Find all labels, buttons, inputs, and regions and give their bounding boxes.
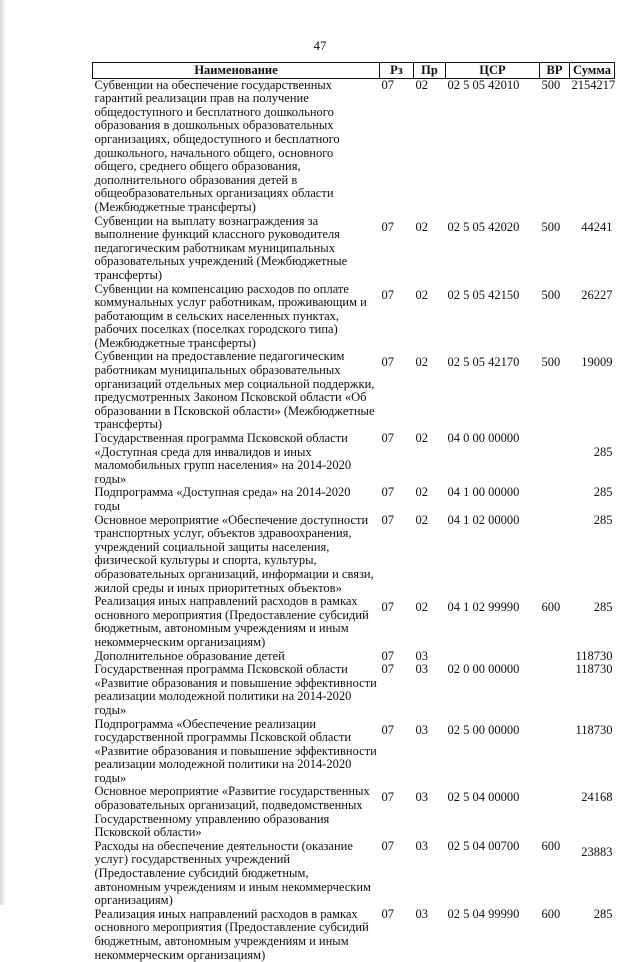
row-vr (540, 663, 570, 717)
table-row (93, 283, 615, 351)
row-csr: 02 5 00 00000 (447, 722, 520, 737)
row-pr: 02 (415, 600, 428, 615)
header-name: Наименование (93, 63, 380, 79)
row-name: Реализация иных направлений расходов в рамках основного мероприятия (Предоставление субсидий бюджетным, автономным учреждениям и иным некоммерческим организациям) (94, 594, 369, 649)
table-row (93, 595, 615, 649)
row-pr: 02 (415, 77, 428, 92)
row-rz: 07 (381, 838, 394, 853)
row-sum: 24168 (581, 790, 613, 805)
table-row (93, 840, 615, 908)
table-row (93, 432, 615, 486)
row-pr: 03 (415, 648, 428, 663)
row-sum: 26227 (581, 287, 613, 302)
row-csr: 02 5 04 00700 (447, 838, 520, 853)
row-vr (540, 650, 570, 664)
row-sum: 19009 (581, 355, 613, 370)
row-csr: 02 5 05 42020 (447, 219, 520, 234)
row-name: Субвенции на компенсацию расходов по оплате коммунальных услуг работникам, проживающим и работающим в сельских населенных пунктах, рабочих поселках (поселках городского типа) (Межбюджетные трансферты) (94, 281, 367, 350)
row-name: Дополнительное образование детей (94, 648, 285, 663)
row-sum: 285 (593, 485, 613, 500)
header-sum: Сумма (570, 63, 615, 79)
row-vr (540, 718, 570, 786)
row-csr: 02 5 05 42150 (447, 287, 520, 302)
row-csr: 02 5 04 99990 (447, 906, 520, 921)
row-sum: 285 (593, 600, 613, 615)
row-name: Государственная программа Псковской области «Доступная среда для инвалидов и иных маломобильных групп населения» на 2014-2020 годы» (94, 431, 352, 486)
row-rz: 07 (381, 648, 394, 663)
row-sum: 23883 (581, 844, 613, 859)
table-header-row (93, 63, 615, 79)
row-csr: 02 0 00 00000 (447, 662, 520, 677)
row-sum: 44241 (581, 219, 613, 234)
row-sum: 285 (593, 906, 613, 921)
table-row (93, 785, 615, 839)
row-name: Государственная программа Псковской области «Развитие образования и повышение эффективности реализации молодежной политики на 2014-2020 годы» (94, 662, 377, 717)
row-name: Основное мероприятие «Развитие государственных образовательных организаций, подведомственных Государственному управлению образования Псковской области» (94, 784, 370, 840)
row-csr: 04 0 00 00000 (447, 431, 520, 446)
row-vr (540, 514, 570, 596)
row-vr (540, 432, 570, 486)
table-row (93, 663, 615, 717)
row-pr: 02 (415, 355, 428, 370)
row-rz: 07 (381, 355, 394, 370)
row-pr: 02 (415, 512, 428, 527)
row-rz: 07 (381, 662, 394, 677)
row-sum: 2154217 (571, 77, 616, 92)
row-rz: 07 (381, 219, 394, 234)
header-pr: Пр (414, 63, 446, 79)
row-vr (540, 785, 570, 839)
row-pr: 03 (415, 722, 428, 737)
table-row (93, 650, 615, 664)
table-row (93, 514, 615, 596)
row-pr: 02 (415, 431, 428, 446)
row-csr: 02 5 05 42170 (447, 355, 520, 370)
row-sum: 285 (593, 512, 613, 527)
header-csr: ЦСР (446, 63, 540, 79)
row-csr: 02 5 04 00000 (447, 790, 520, 805)
row-pr: 03 (415, 662, 428, 677)
header-rz: Рз (380, 63, 414, 79)
row-rz: 07 (381, 431, 394, 446)
row-csr (446, 650, 540, 664)
row-name: Подпрограмма «Доступная среда» на 2014-2020 годы (94, 485, 351, 513)
row-vr: 500 (541, 77, 561, 92)
row-csr: 04 1 02 99990 (447, 600, 520, 615)
table-row (93, 486, 615, 513)
row-name: Основное мероприятие «Обеспечение доступности транспортных услуг, объектов здравоохранения, учреждений социальной защиты населения, физической культуры и спорта, культуры, образовательных организаций, информации и связи, жилой среды и иных приоритетных объектов» (94, 512, 374, 595)
budget-table (92, 62, 615, 962)
page-number: 47 (313, 38, 327, 53)
table-row (93, 908, 615, 962)
row-name: Субвенции на выплату вознаграждения за выполнение функций классного руководителя педагогическим работникам муниципальных образовательных учреждений (Межбюджетные трансферты) (94, 213, 348, 282)
table-row (93, 718, 615, 786)
row-vr: 500 (541, 355, 561, 370)
row-name: Расходы на обеспечение деятельности (оказание услуг) государственных учреждений (Предоставление субсидий бюджетным, автономным учреждениям и иным некоммерческим организациям) (94, 838, 371, 908)
row-vr: 600 (541, 906, 561, 921)
row-name: Субвенции на обеспечение государственных гарантий реализации прав на получение общедоступного и бесплатного дошкольного образования в дошкольных образовательных организациях, общедоступного и бесплатного дошкольного, начального общего, основного общего, среднего общего образования, дополнительного образования детей в общеобразовательных организациях области (Межбюджетные трансферты) (94, 77, 340, 214)
row-rz: 07 (381, 485, 394, 500)
row-name: Субвенции на предоставление педагогическим работникам муниципальных образовательных организаций отдельных мер социальной поддержки, предусмотренных Законом Псковской области «Об образовании в Псковской области» (Межбюджетные трансферты) (94, 349, 375, 432)
row-name: Подпрограмма «Обеспечение реализации государственной программы Псковской области «Развитие образования и повышение эффективности реализации молодежной политики на 2014-2020 годы» (94, 716, 377, 785)
row-vr: 600 (541, 838, 561, 853)
table-row (93, 350, 615, 432)
row-csr: 02 5 05 42010 (447, 77, 520, 92)
row-vr (540, 486, 570, 513)
row-rz: 07 (381, 722, 394, 737)
row-rz: 07 (381, 906, 394, 921)
row-vr: 600 (541, 600, 561, 615)
row-rz: 07 (381, 600, 394, 615)
row-csr: 04 1 00 00000 (447, 485, 520, 500)
row-pr: 03 (415, 790, 428, 805)
row-name: Реализация иных направлений расходов в рамках основного мероприятия (Предоставление субсидий бюджетным, автономным учреждениям и иным некоммерческим организациям) (94, 906, 369, 962)
row-rz: 07 (381, 77, 394, 92)
row-pr: 03 (415, 838, 428, 853)
row-pr: 02 (415, 219, 428, 234)
table-row (93, 215, 615, 283)
row-csr: 04 1 02 00000 (447, 512, 520, 527)
row-rz: 07 (381, 790, 394, 805)
row-sum: 118730 (575, 648, 613, 663)
row-pr: 03 (415, 906, 428, 921)
row-vr: 500 (541, 219, 561, 234)
row-vr: 500 (541, 287, 561, 302)
row-sum: 285 (593, 445, 613, 460)
row-pr: 02 (415, 287, 428, 302)
row-rz: 07 (381, 512, 394, 527)
table-row (93, 78, 615, 214)
header-vr: ВР (540, 63, 570, 79)
scan-edge (0, 0, 6, 905)
row-sum: 118730 (575, 662, 613, 677)
row-rz: 07 (381, 287, 394, 302)
row-pr: 02 (415, 485, 428, 500)
row-sum: 118730 (575, 722, 613, 737)
